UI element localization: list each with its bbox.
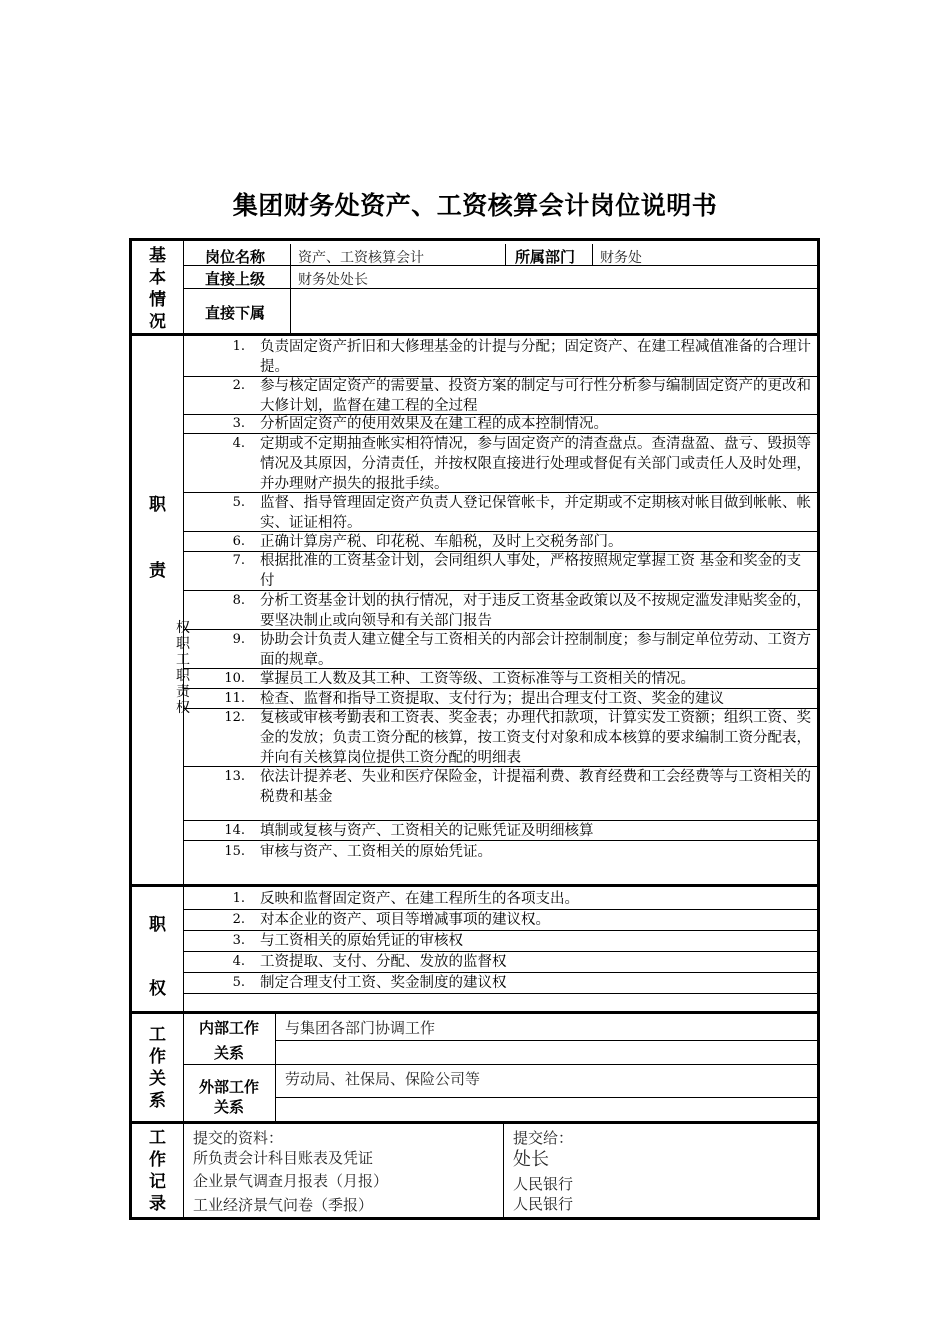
- section-basic-info: 基本情况: [149, 245, 166, 332]
- duty-number: 11.: [224, 691, 245, 706]
- duty-number: 8.: [232, 593, 245, 608]
- record-recipient: 处长: [513, 1149, 549, 1170]
- rights-section-label-1: 职: [149, 915, 166, 935]
- section-work-relations: 工作关系: [149, 1024, 166, 1111]
- duty-text: 复核或审核考勤表和工资表、奖金表；办理代扣款项，计算实发工资额；组织工资、奖金的发放；负责工资分配的核算，按工资支付对象和成本核算的要求编制工资分配表，并向有关核算岗位提供工资分配的明细表: [260, 710, 811, 766]
- rights-section-label-2: 权: [149, 979, 166, 999]
- right-number: 3.: [232, 933, 245, 948]
- page-title: 集团财务处资产、工资核算会计岗位说明书: [232, 191, 718, 220]
- internal-relations-value: 与集团各部门协调工作: [285, 1019, 436, 1037]
- direct-superior-value: 财务处处长: [298, 272, 368, 288]
- duty-number: 10.: [224, 671, 245, 686]
- record-recipient: 人民银行: [513, 1195, 574, 1213]
- external-relations-value: 劳动局、社保局、保险公司等: [285, 1070, 481, 1088]
- department-value: 财务处: [600, 250, 642, 266]
- duty-number: 9.: [232, 632, 245, 647]
- right-number: 4.: [232, 954, 245, 969]
- position-name-label: 岗位名称: [205, 248, 266, 266]
- duty-text: 定期或不定期抽查帐实相符情况，参与固定资产的清查盘点。查清盘盈、盘亏、毁损等情况及其原因，分清责任，并按权限直接进行处理或督促有关部门或责任人及时处理，并办理财产损失的报批手续。: [260, 436, 811, 492]
- right-text: 与工资相关的原始凭证的审核权: [260, 933, 463, 949]
- position-name-value: 资产、工资核算会计: [298, 250, 424, 266]
- duty-text: 检查、监督和指导工资提取、支付行为；提出合理支付工资、奖金的建议: [260, 691, 724, 707]
- direct-subordinate-label: 直接下属: [205, 304, 266, 322]
- right-text: 反映和监督固定资产、在建工程所生的各项支出。: [260, 891, 579, 907]
- submit-to-header: 提交给：: [513, 1129, 574, 1147]
- duty-number: 1.: [232, 339, 245, 354]
- duty-number: 6.: [232, 534, 245, 549]
- record-doc: 企业景气调查月报表（月报）: [193, 1172, 389, 1190]
- right-text: 制定合理支付工资、奖金制度的建议权: [260, 975, 507, 991]
- section-work-records: 工作记录: [149, 1127, 166, 1214]
- duties-section-label-1: 职: [149, 495, 166, 515]
- duty-number: 2.: [232, 378, 245, 393]
- duty-text: 负责固定资产折旧和大修理基金的计提与分配；固定资产、在建工程减值准备的合理计提。: [260, 339, 811, 375]
- duty-text: 监督、指导管理固定资产负责人登记保管帐卡，并定期或不定期核对帐目做到帐帐、帐实、证证相符。: [260, 495, 811, 531]
- direct-superior-label: 直接上级: [205, 270, 266, 288]
- duty-number: 12.: [224, 710, 245, 725]
- duty-number: 3.: [232, 416, 245, 431]
- duty-text: 审核与资产、工资相关的原始凭证。: [260, 844, 492, 860]
- right-text: 对本企业的资产、项目等增减事项的建议权。: [260, 912, 550, 928]
- duties-section-label-2: 责: [149, 561, 166, 581]
- record-recipient: 人民银行: [513, 1175, 574, 1193]
- duty-number: 15.: [224, 844, 245, 859]
- right-number: 1.: [232, 891, 245, 906]
- duty-text: 依法计提养老、失业和医疗保险金，计提福利费、教育经费和工会经费等与工资相关的税费和基金: [260, 769, 811, 805]
- duty-number: 5.: [232, 495, 245, 510]
- external-relations-label-2: 关系: [213, 1098, 244, 1116]
- department-label: 所属部门: [515, 248, 576, 266]
- duty-number: 13.: [224, 769, 245, 784]
- duties-side-note: 权职工职责权: [176, 620, 190, 716]
- duty-text: 掌握员工人数及其工种、工资等级、工资标准等与工资相关的情况。: [260, 671, 695, 687]
- right-text: 工资提取、支付、分配、发放的监督权: [260, 954, 507, 970]
- internal-relations-label-2: 关系: [213, 1044, 244, 1062]
- internal-relations-label-1: 内部工作: [198, 1019, 259, 1037]
- submit-docs-header: 提交的资料：: [193, 1129, 284, 1147]
- duty-number: 14.: [224, 823, 245, 838]
- duty-text: 分析工资基金计划的执行情况，对于违反工资基金政策以及不按规定滥发津贴奖金的，要坚决制止或向领导和有关部门报告: [260, 593, 811, 629]
- right-number: 2.: [232, 912, 245, 927]
- duty-text: 正确计算房产税、印花税、车船税，及时上交税务部门。: [260, 534, 623, 550]
- duty-text: 协助会计负责人建立健全与工资相关的内部会计控制制度；参与制定单位劳动、工资方面的规章。: [260, 632, 811, 668]
- external-relations-label-1: 外部工作: [198, 1078, 259, 1096]
- duty-number: 4.: [232, 436, 245, 451]
- record-doc: 所负责会计科目账表及凭证: [193, 1149, 374, 1167]
- duty-number: 7.: [232, 553, 245, 568]
- duty-text: 分析固定资产的使用效果及在建工程的成本控制情况。: [260, 416, 608, 432]
- duty-text: 填制或复核与资产、工资相关的记账凭证及明细核算: [260, 823, 594, 839]
- right-number: 5.: [232, 975, 245, 990]
- record-doc: 工业经济景气问卷（季报）: [193, 1196, 374, 1214]
- duty-text: 参与核定固定资产的需要量、投资方案的制定与可行性分析参与编制固定资产的更改和大修计划，监督在建工程的全过程: [260, 378, 811, 414]
- duty-text: 根据批准的工资基金计划，会同组织人事处，严格按照规定掌握工资 基金和奖金的支付: [260, 553, 802, 589]
